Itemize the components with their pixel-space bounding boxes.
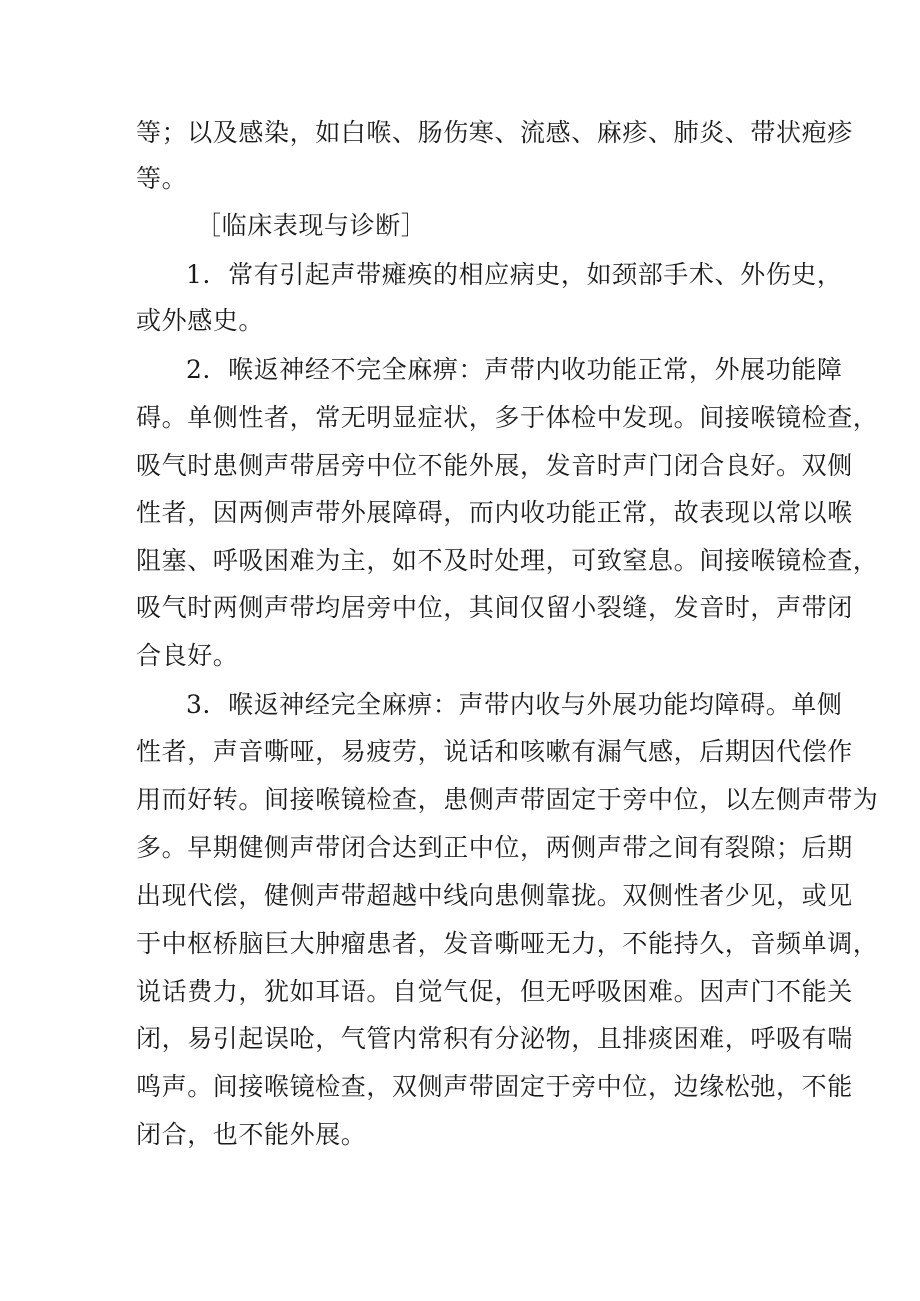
text-line: 1．常有引起声带瘫痪的相应病史，如颈部手术、外伤史， [186,260,843,289]
text-line: 2．喉返神经不完全麻痹：声带内收功能正常，外展功能障 [186,355,843,384]
text-line: 性者，因两侧声带外展障碍，而内收功能正常，故表现以常以喉 [136,498,853,527]
text-line: 于中枢桥脑巨大肿瘤患者，发音嘶哑无力，不能持久，音频单调， [136,929,879,958]
text-line: 说话费力，犹如耳语。自觉气促，但无呼吸困难。因声门不能关 [136,977,853,1006]
text-line: 碍。单侧性者，常无明显症状，多于体检中发现。间接喉镜检查， [136,403,879,432]
section-heading: ［临床表现与诊断］ [196,211,427,240]
text-line: 鸣声。间接喉镜检查，双侧声带固定于旁中位，边缘松弛，不能 [136,1072,853,1101]
text-line: 吸气时两侧声带均居旁中位，其间仅留小裂缝，发音时，声带闭 [136,593,853,622]
text-line: 或外感史。 [136,306,265,335]
text-line: 合良好。 [136,641,239,670]
text-line: 3．喉返神经完全麻痹：声带内收与外展功能均障碍。单侧 [186,690,843,719]
text-line: 闭合，也不能外展。 [136,1120,367,1149]
text-line: 等。 [136,164,188,193]
text-line: 阻塞、呼吸困难为主，如不及时处理，可致窒息。间接喉镜检查， [136,546,879,575]
text-line: 性者，声音嘶哑，易疲劳，说话和咳嗽有漏气感，后期因代偿作 [136,737,853,766]
text-line: 等；以及感染，如白喉、肠伤寒、流感、麻疹、肺炎、带状疱疹 [136,118,853,147]
text-line: 出现代偿，健侧声带超越中线向患侧靠拢。双侧性者少见，或见 [136,881,853,910]
text-line: 多。早期健侧声带闭合达到正中位，两侧声带之间有裂隙；后期 [136,833,853,862]
text-line: 闭，易引起误呛，气管内常积有分泌物，且排痰困难，呼吸有喘 [136,1024,853,1053]
text-line: 用而好转。间接喉镜检查，患侧声带固定于旁中位，以左侧声带为 [136,785,879,814]
text-line: 吸气时患侧声带居旁中位不能外展，发音时声门闭合良好。双侧 [136,451,853,480]
